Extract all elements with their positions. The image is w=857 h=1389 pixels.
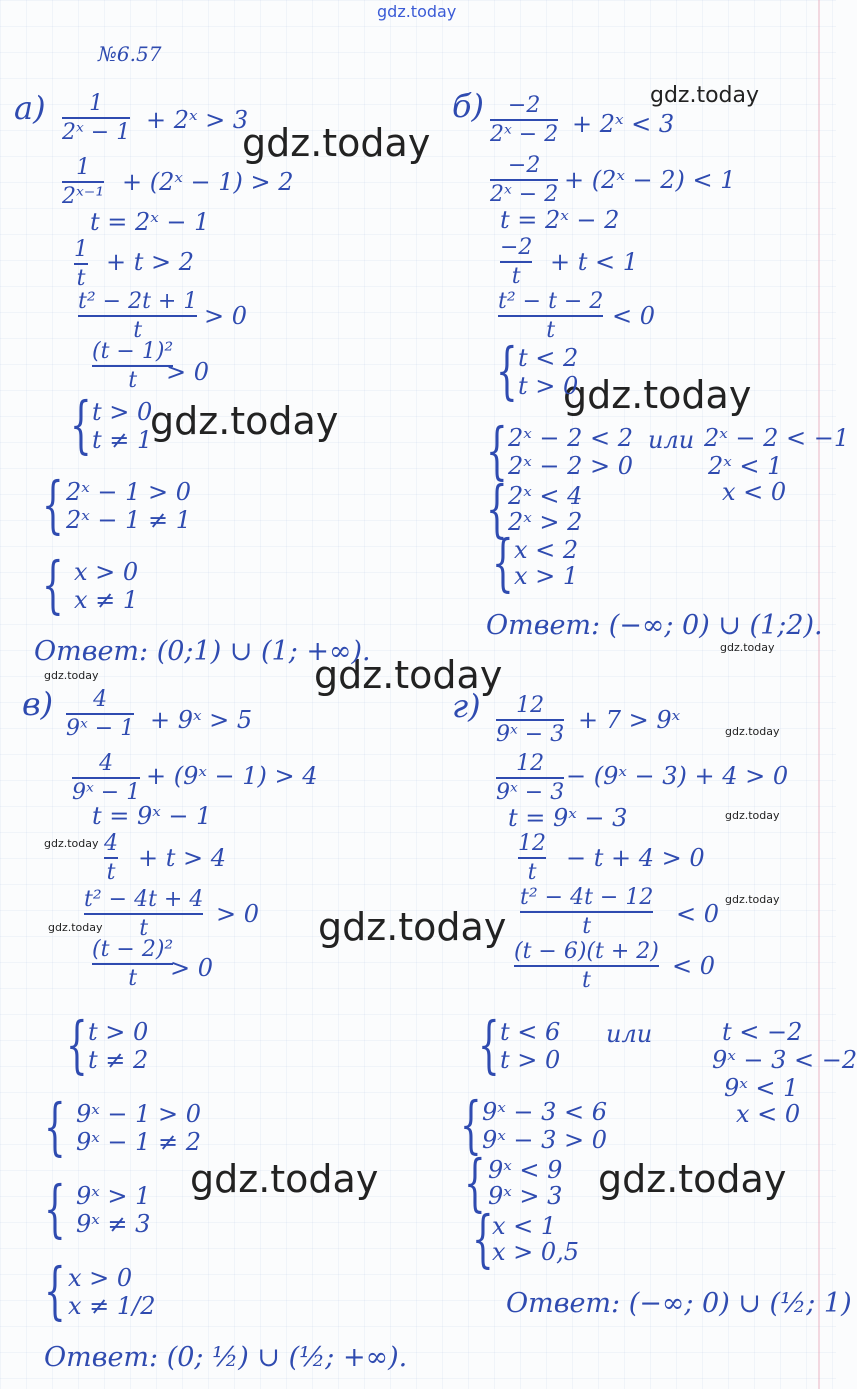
denominator: t — [128, 368, 138, 394]
numerator: 1 — [89, 91, 104, 116]
denominator: t — [76, 266, 86, 292]
watermark: gdz.today — [44, 837, 99, 850]
part-a-system1-row: t ≠ 1 — [92, 426, 153, 454]
part-b-alt-row: 2ˣ < 1 — [708, 452, 783, 480]
part-v-system2-row: 9ˣ − 1 > 0 — [76, 1100, 202, 1128]
denominator: t — [582, 968, 591, 994]
part-a-answer: Ответ: (0;1) ∪ (1; +∞). — [34, 636, 371, 667]
part-v-line6-fraction — [92, 938, 173, 990]
numerator: t² − 4t − 12 — [520, 885, 654, 910]
numerator: (t − 2)² — [92, 937, 174, 962]
part-g-system4-row: x > 0,5 — [492, 1238, 580, 1266]
part-b-system3-brace: { — [486, 472, 508, 545]
part-v-system4-row: x ≠ 1/2 — [68, 1292, 156, 1320]
part-b-system2-row: 2ˣ − 2 > 0 — [508, 452, 634, 480]
part-b-substitution: t = 2ˣ − 2 — [500, 206, 620, 234]
watermark: gdz.today — [150, 399, 339, 443]
part-g-system4-brace: { — [472, 1202, 494, 1275]
part-v-line2-fraction — [72, 752, 140, 804]
part-g-system1-row: t > 0 — [500, 1046, 561, 1074]
numerator: t² − 2t + 1 — [78, 289, 198, 314]
part-v-system3-row: 9ˣ ≠ 3 — [76, 1210, 151, 1238]
part-g-label: г) — [452, 687, 481, 725]
numerator: 1 — [76, 155, 91, 180]
problem-number: №6.57 — [98, 42, 162, 66]
part-b-answer: Ответ: (−∞; 0) ∪ (1;2). — [486, 610, 823, 641]
part-a-system2-row: 2ˣ − 1 > 0 — [66, 478, 192, 506]
denominator: t — [546, 318, 556, 344]
numerator: −2 — [507, 93, 541, 118]
numerator: −2 — [507, 153, 541, 178]
part-a-line1-fraction — [62, 92, 130, 144]
denominator: 2ˣ − 1 — [62, 120, 131, 146]
part-a-line6-rest: > 0 — [166, 358, 210, 386]
part-g-line5-fraction — [520, 886, 653, 938]
part-v-label: в) — [22, 685, 54, 723]
denominator: 9ˣ − 1 — [72, 780, 141, 806]
watermark: gdz.today — [598, 1157, 787, 1201]
part-v-line1-rest: + 9ˣ > 5 — [150, 706, 253, 734]
part-g-line4-rest: − t + 4 > 0 — [566, 844, 705, 872]
part-b-system2-row: 2ˣ − 2 < 2 — [508, 424, 634, 452]
numerator: t² − 4t + 4 — [84, 887, 204, 912]
denominator: 9ˣ − 3 — [496, 780, 565, 806]
part-b-system4-brace: { — [492, 526, 514, 599]
part-b-or: или — [648, 426, 695, 454]
denominator: t — [527, 860, 537, 886]
watermark: gdz.today — [725, 725, 780, 738]
part-g-line2-rest: − (9ˣ − 3) + 4 > 0 — [566, 762, 789, 790]
watermark: gdz.today — [190, 1157, 379, 1201]
part-v-line6-rest: > 0 — [170, 954, 214, 982]
denominator: 2ˣ⁻¹ — [62, 184, 105, 210]
part-g-line4-fraction — [518, 832, 546, 884]
part-g-system3-row: 9ˣ > 3 — [488, 1182, 563, 1210]
part-v-system4-brace: { — [44, 1254, 66, 1327]
part-a-line2-rest: + (2ˣ − 1) > 2 — [122, 168, 294, 196]
watermark: gdz.today — [650, 83, 760, 108]
part-g-line5-rest: < 0 — [676, 900, 720, 928]
part-g-line1-rest: + 7 > 9ˣ — [578, 706, 681, 734]
part-g-system2-row: 9ˣ − 3 > 0 — [482, 1126, 608, 1154]
part-g-system1-brace: { — [478, 1008, 500, 1081]
part-a-system1-row: t > 0 — [92, 398, 153, 426]
part-v-system1-row: t > 0 — [88, 1018, 149, 1046]
part-g-substitution: t = 9ˣ − 3 — [508, 804, 628, 832]
part-g-or: или — [606, 1020, 653, 1048]
part-v-answer: Ответ: (0; ½) ∪ (½; +∞). — [44, 1342, 408, 1373]
part-g-system3-brace: { — [464, 1146, 486, 1219]
part-v-system2-row: 9ˣ − 1 ≠ 2 — [76, 1128, 202, 1156]
part-g-line6-fraction — [514, 940, 659, 992]
denominator: t — [128, 966, 138, 992]
part-v-line1-fraction — [66, 688, 134, 740]
denominator: t — [133, 318, 143, 344]
denominator: t — [106, 860, 116, 886]
denominator: t — [511, 264, 521, 290]
watermark: gdz.today — [725, 809, 780, 822]
part-b-line4-rest: + t < 1 — [550, 248, 639, 276]
watermark: gdz.today — [48, 921, 103, 934]
part-v-line5-fraction — [84, 888, 203, 940]
part-a-line2-fraction — [62, 156, 104, 208]
numerator: t² − t − 2 — [498, 289, 604, 314]
numerator: (t − 6)(t + 2) — [514, 939, 659, 964]
denominator: 9ˣ − 3 — [496, 722, 565, 748]
part-a-line1-rest: + 2ˣ > 3 — [146, 106, 249, 134]
part-a-line5-fraction — [78, 290, 197, 342]
part-b-line4-fraction — [500, 236, 532, 288]
numerator: 4 — [93, 687, 108, 712]
numerator: 1 — [74, 237, 88, 262]
part-a-label: а) — [14, 89, 46, 127]
part-b-line1-rest: + 2ˣ < 3 — [572, 110, 675, 138]
part-g-answer: Ответ: (−∞; 0) ∪ (½; 1) — [506, 1288, 852, 1319]
part-b-label: б) — [452, 87, 485, 125]
numerator: 4 — [104, 831, 118, 856]
denominator: t — [582, 914, 592, 940]
watermark: gdz.today — [318, 905, 507, 949]
part-g-line1-fraction — [496, 694, 564, 746]
part-v-system3-row: 9ˣ > 1 — [76, 1182, 151, 1210]
denominator: 9ˣ − 1 — [66, 716, 135, 742]
part-b-line1-fraction — [490, 94, 558, 146]
part-v-system1-brace: { — [66, 1008, 88, 1081]
part-a-line4-rest: + t > 2 — [106, 248, 195, 276]
denominator: t — [139, 916, 149, 942]
watermark: gdz.today — [44, 669, 99, 682]
watermark: gdz.today — [563, 373, 752, 417]
part-g-system3-row: 9ˣ < 9 — [488, 1156, 563, 1184]
part-g-system4-row: x < 1 — [492, 1212, 557, 1240]
part-g-alt-row: t < −2 — [722, 1018, 803, 1046]
part-v-line5-rest: > 0 — [216, 900, 260, 928]
part-v-line4-fraction — [104, 832, 118, 884]
part-g-line2-fraction — [496, 752, 564, 804]
watermark: gdz.today — [720, 641, 775, 654]
part-a-system2-brace: { — [42, 468, 64, 541]
part-v-system1-row: t ≠ 2 — [88, 1046, 149, 1074]
numerator: (t − 1)² — [92, 339, 174, 364]
part-g-system2-brace: { — [460, 1088, 482, 1161]
part-b-line2-fraction — [490, 154, 558, 206]
numerator: −2 — [500, 235, 533, 260]
part-v-system3-brace: { — [44, 1172, 66, 1245]
part-a-system3-brace: { — [42, 548, 64, 621]
part-g-system1-row: t < 6 — [500, 1018, 561, 1046]
part-v-system2-brace: { — [44, 1090, 66, 1163]
part-a-system2-row: 2ˣ − 1 ≠ 1 — [66, 506, 192, 534]
part-b-line2-rest: + (2ˣ − 2) < 1 — [564, 166, 736, 194]
part-b-alt-row: 2ˣ − 2 < −1 — [704, 424, 850, 452]
part-a-substitution: t = 2ˣ − 1 — [90, 208, 210, 236]
part-b-alt-row: x < 0 — [722, 478, 787, 506]
part-b-system4-row: x < 2 — [514, 536, 579, 564]
part-b-system1-brace: { — [496, 334, 518, 407]
numerator: 12 — [516, 693, 545, 718]
numerator: 4 — [99, 751, 114, 776]
numerator: 12 — [518, 831, 546, 856]
part-g-line6-rest: < 0 — [672, 952, 716, 980]
part-b-system2-brace: { — [486, 414, 508, 487]
part-a-system3-row: x ≠ 1 — [74, 586, 139, 614]
numerator: 12 — [516, 751, 545, 776]
part-g-alt-row: x < 0 — [736, 1100, 801, 1128]
page-margin-line — [818, 0, 820, 1389]
watermark: gdz.today — [314, 653, 503, 697]
part-g-system2-row: 9ˣ − 3 < 6 — [482, 1098, 608, 1126]
part-a-line5-rest: > 0 — [204, 302, 248, 330]
part-v-system4-row: x > 0 — [68, 1264, 133, 1292]
part-b-system1-row: t < 2 — [518, 344, 579, 372]
part-v-line2-rest: + (9ˣ − 1) > 4 — [146, 762, 318, 790]
watermark: gdz.today — [725, 893, 780, 906]
part-g-alt-row: 9ˣ − 3 < −2 — [712, 1046, 857, 1074]
part-a-line6-fraction — [92, 340, 173, 392]
part-v-line4-rest: + t > 4 — [138, 844, 227, 872]
watermark: gdz.today — [242, 121, 431, 165]
part-a-system1-brace: { — [70, 388, 92, 461]
part-b-system3-row: 2ˣ > 2 — [508, 508, 583, 536]
part-b-system3-row: 2ˣ < 4 — [508, 482, 583, 510]
part-v-substitution: t = 9ˣ − 1 — [92, 802, 212, 830]
part-a-system3-row: x > 0 — [74, 558, 139, 586]
part-b-system4-row: x > 1 — [514, 562, 579, 590]
denominator: 2ˣ − 2 — [490, 182, 559, 208]
part-g-alt-row: 9ˣ < 1 — [724, 1074, 799, 1102]
part-b-system1-row: t > 0 — [518, 372, 579, 400]
part-a-line4-fraction — [74, 238, 88, 290]
denominator: 2ˣ − 2 — [490, 122, 559, 148]
watermark-top: gdz.today — [377, 2, 457, 21]
part-b-line5-rest: < 0 — [612, 302, 656, 330]
